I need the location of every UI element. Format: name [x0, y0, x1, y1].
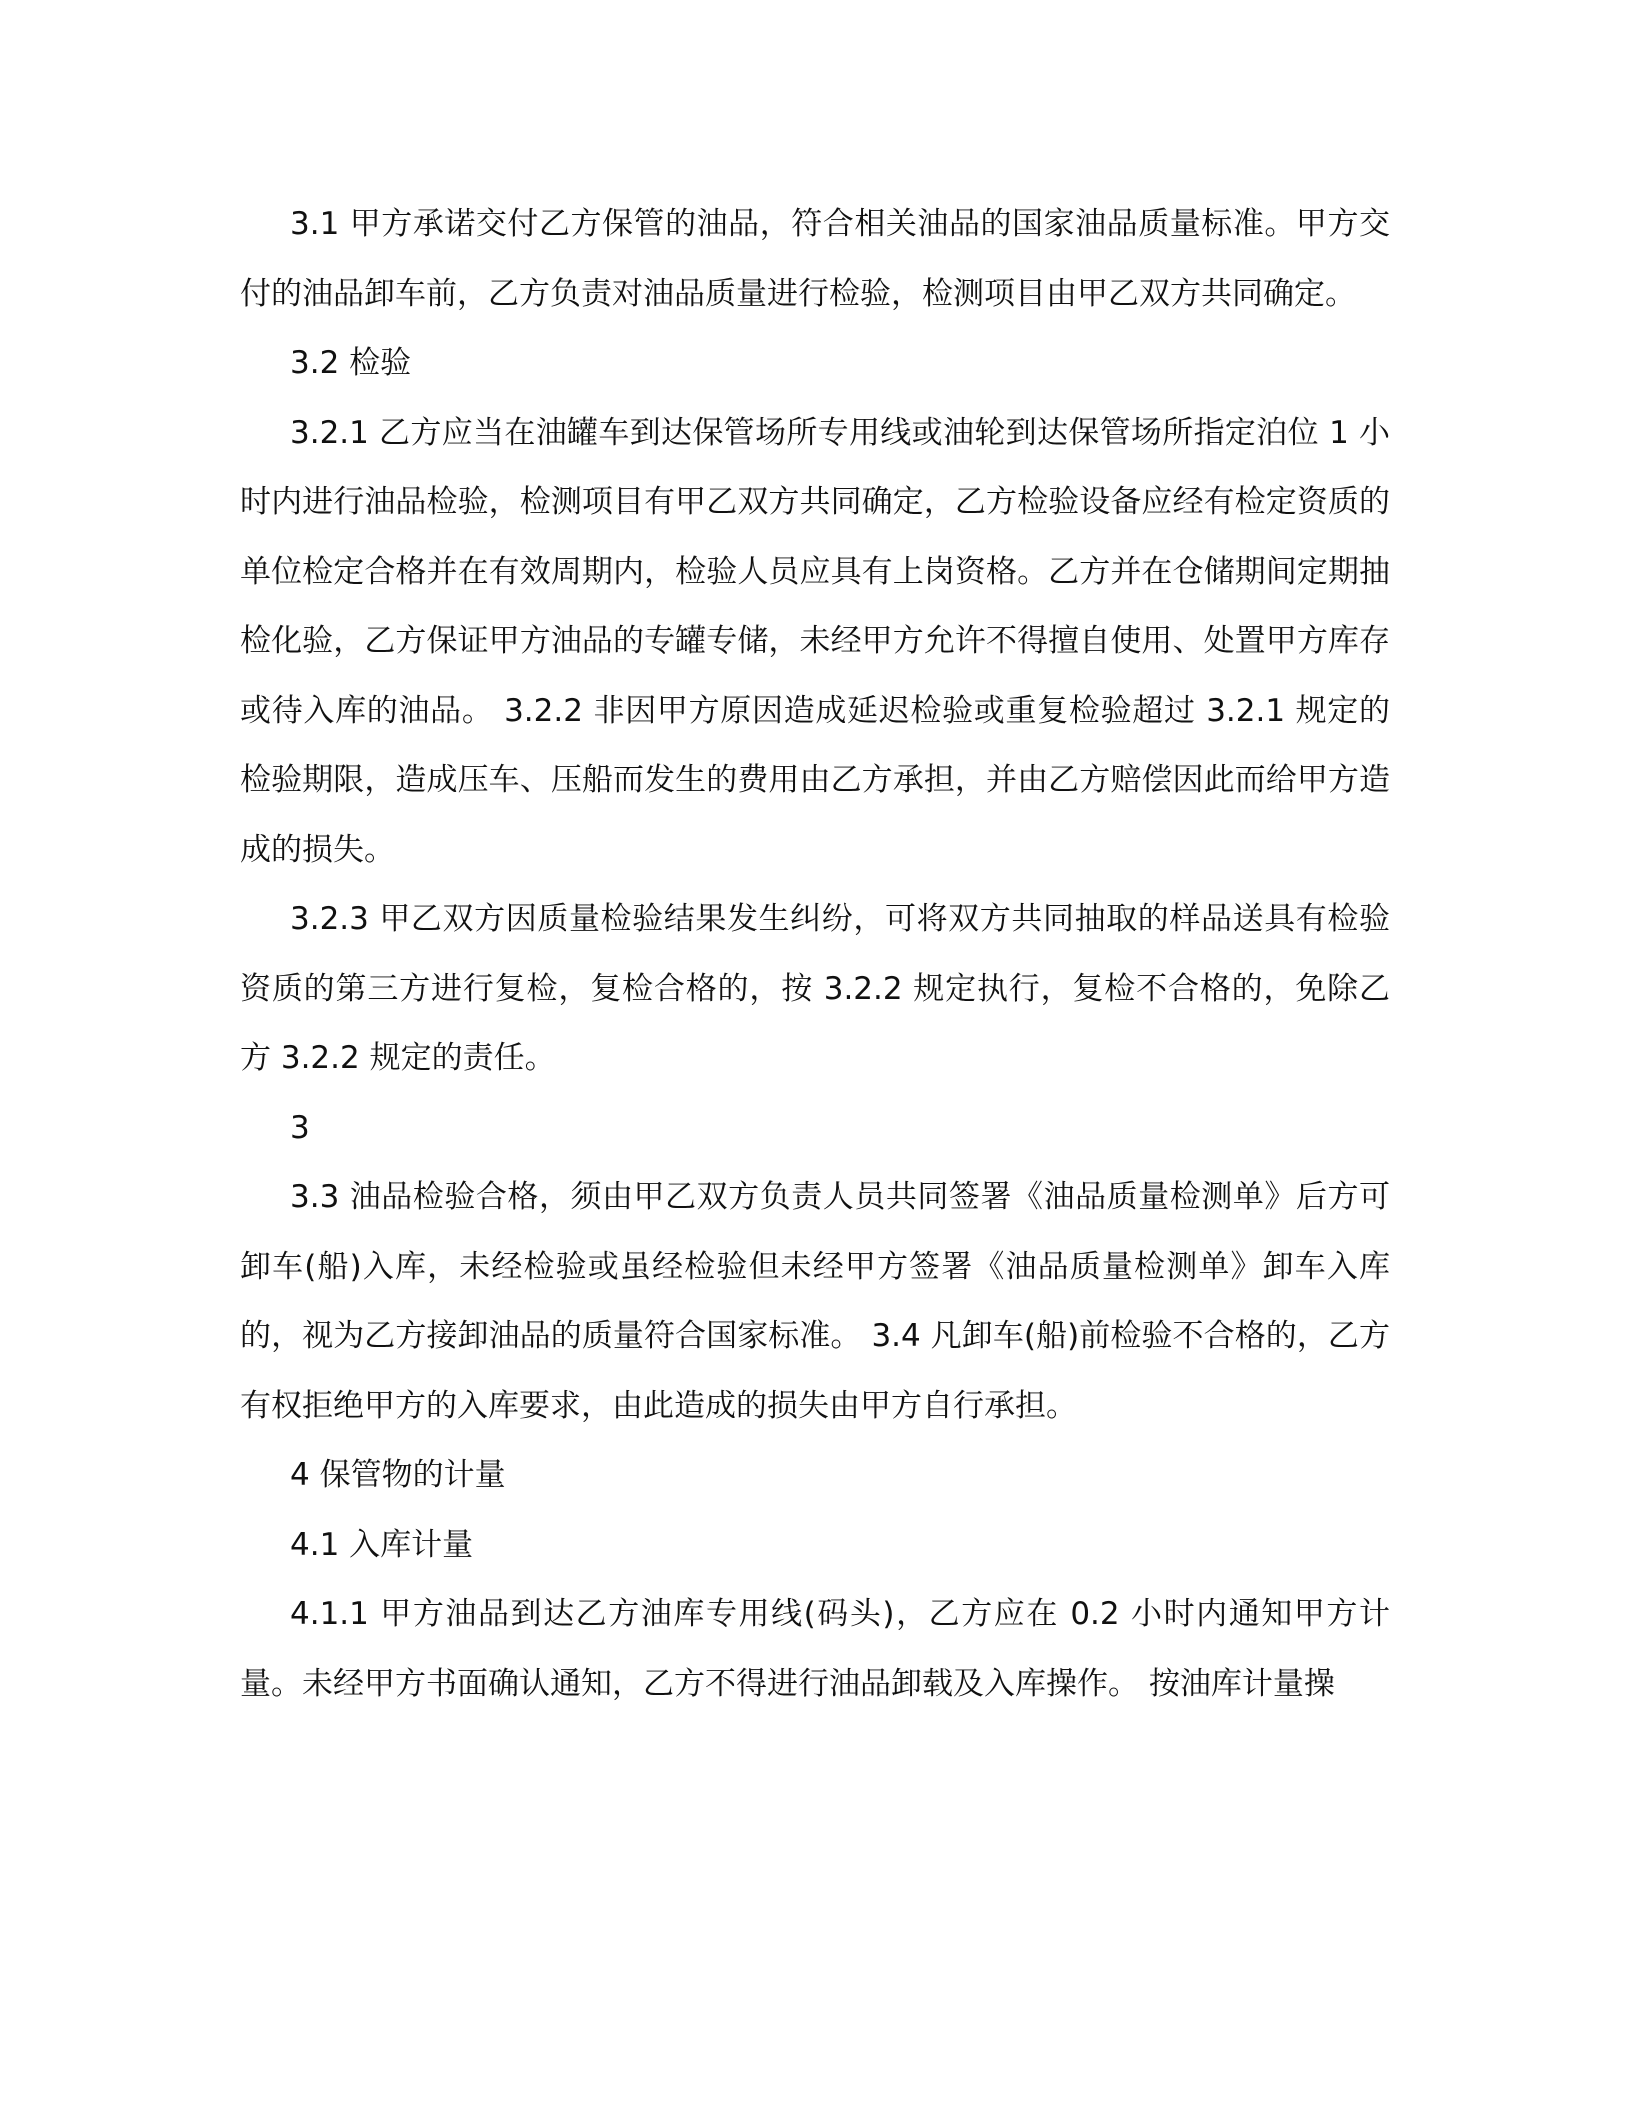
- paragraph-3-2-1: 3.2.1 乙方应当在油罐车到达保管场所专用线或油轮到达保管场所指定泊位 1 小时内进行油品检验，检测项目有甲乙双方共同确定，乙方检验设备应经有检定资质的单位检定合格并在有效周期内，检验人员应具有上岗资格。乙方并在仓储期间定期抽检化验，乙方保证甲方油品的专罐专储，未经甲方允许不得擅自使用、处置甲方库存或待入库的油品。 3.2.2 非因甲方原因造成延迟检验或重复检验超过 3.2.1 规定的检验期限，造成压车、压船而发生的费用由乙方承担，并由乙方赔偿因此而给甲方造成的损失。: [240, 414, 1390, 868]
- document-page: [240, 190, 1390, 1719]
- heading-4-1-inbound-measurement: 4.1 入库计量: [290, 1526, 474, 1563]
- paragraph-4-1-1: 4.1.1 甲方油品到达乙方油库专用线(码头)，乙方应在 0.2 小时内通知甲方计量。未经甲方书面确认通知，乙方不得进行油品卸载及入库操作。 按油库计量操: [240, 1596, 1390, 1702]
- paragraph-3-2-3: 3.2.3 甲乙双方因质量检验结果发生纠纷，可将双方共同抽取的样品送具有检验资质的第三方进行复检，复检合格的，按 3.2.2 规定执行，复检不合格的，免除乙方 3.2.2 规定的责任。: [240, 901, 1390, 1076]
- heading-3-2-inspection: 3.2 检验: [290, 345, 412, 381]
- paragraph-3-1: 3.1 甲方承诺交付乙方保管的油品，符合相关油品的国家油品质量标准。甲方交付的油品卸车前，乙方负责对油品质量进行检验，检测项目由甲乙双方共同确定。: [240, 206, 1390, 312]
- paragraph-3-3: 3.3 油品检验合格，须由甲乙双方负责人员共同签署《油品质量检测单》后方可卸车(船)入库，未经检验或虽经检验但未经甲方签署《油品质量检测单》卸车入库的，视为乙方接卸油品的质量符合国家标准。 3.4 凡卸车(船)前检验不合格的，乙方有权拒绝甲方的入库要求，由此造成的损失由甲方自行承担。: [240, 1179, 1390, 1424]
- heading-4-measurement: 4 保管物的计量: [290, 1457, 506, 1493]
- page-number: 3: [290, 1109, 310, 1146]
